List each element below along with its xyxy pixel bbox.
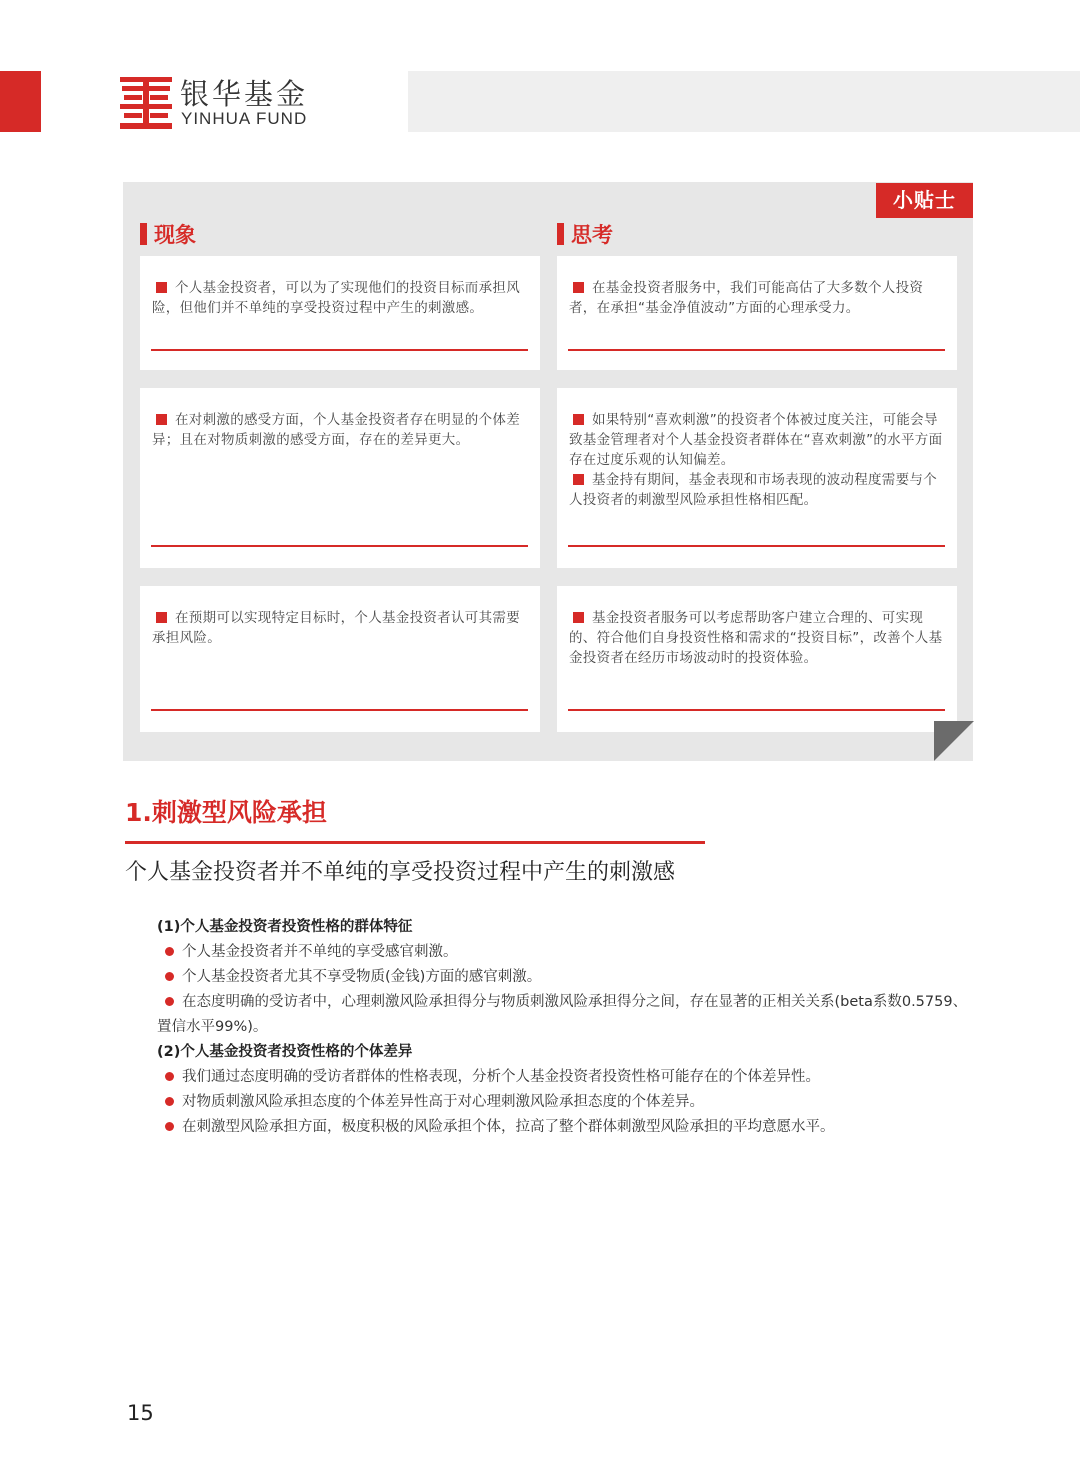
section-body [157, 915, 979, 1140]
square-bullet-icon [573, 474, 584, 485]
square-bullet-icon [573, 612, 584, 623]
reflection-card-2 [557, 388, 957, 568]
card-paragraph: 个人基金投资者，可以为了实现他们的投资目标而承担风险，但他们并不单纯的享受投资过程中产生的刺激感。 [152, 280, 520, 316]
square-bullet-icon [156, 414, 167, 425]
card-paragraph: 基金持有期间，基金表现和市场表现的波动程度需要与个人投资者的刺激型风险承担性格相匹配。 [569, 472, 937, 508]
card-underline [151, 349, 528, 351]
square-bullet-icon [156, 282, 167, 293]
card-underline [568, 545, 945, 547]
heading-bar-icon [557, 223, 564, 245]
group-heading: (2)个人基金投资者投资性格的个体差异 [157, 1044, 413, 1060]
card-underline [568, 709, 945, 711]
card-paragraph: 在对刺激的感受方面，个人基金投资者存在明显的个体差异；且在对物质刺激的感受方面，存在的差异更大。 [152, 412, 520, 448]
reflection-heading [557, 222, 613, 246]
bullet-dot-icon [165, 947, 174, 956]
phenomenon-card-2 [140, 388, 540, 568]
page-number: 15 [127, 1401, 154, 1425]
card-underline [568, 349, 945, 351]
logo-chinese-name: 银华基金 [180, 77, 309, 111]
bullet-dot-icon [165, 1097, 174, 1106]
logo-english-name: YINHUA FUND [181, 109, 308, 128]
square-bullet-icon [573, 282, 584, 293]
card-paragraph: 如果特别“喜欢刺激”的投资者个体被过度关注，可能会导致基金管理者对个人基金投资者群体在“喜欢刺激”的水平方面存在过度乐观的认知偏差。 [569, 412, 943, 468]
card-paragraph: 基金投资者服务可以考虑帮助客户建立合理的、可实现的、符合他们自身投资性格和需求的“投资目标”，改善个人基金投资者在经历市场波动时的投资体验。 [569, 610, 943, 666]
heading-bar-icon [140, 223, 147, 245]
reflection-card-1 [557, 256, 957, 370]
bullet-dot-icon [165, 1122, 174, 1131]
phenomenon-heading-label: 现象 [154, 223, 196, 247]
phenomenon-card-1 [140, 256, 540, 370]
list-item: 在刺激型风险承担方面，极度积极的风险承担个体，拉高了整个群体刺激型风险承担的平均意愿水平。 [157, 1115, 979, 1140]
list-item: 个人基金投资者并不单纯的享受感官刺激。 [157, 940, 979, 965]
card-underline [151, 709, 528, 711]
page-fold-icon [934, 721, 974, 761]
card-text [152, 410, 528, 450]
card-text [569, 278, 945, 318]
brand-logo [120, 77, 340, 129]
group-heading: (1)个人基金投资者投资性格的群体特征 [157, 919, 413, 935]
square-bullet-icon [156, 612, 167, 623]
yinhua-logo-icon [120, 77, 172, 129]
list-item: 我们通过态度明确的受访者群体的性格表现，分析个人基金投资者投资性格可能存在的个体差异性。 [157, 1065, 979, 1090]
bullet-dot-icon [165, 997, 174, 1006]
list-item: 对物质刺激风险承担态度的个体差异性高于对心理刺激风险承担态度的个体差异。 [157, 1090, 979, 1115]
phenomenon-heading [140, 222, 196, 246]
reflection-heading-label: 思考 [571, 223, 613, 247]
header-grey-band [408, 71, 1080, 132]
tips-badge: 小贴士 [876, 183, 973, 218]
list-item: 个人基金投资者尤其不享受物质(金钱)方面的感官刺激。 [157, 965, 979, 990]
card-paragraph: 在预期可以实现特定目标时，个人基金投资者认可其需要承担风险。 [152, 610, 520, 646]
header-red-tab [0, 71, 41, 132]
card-text [569, 410, 945, 510]
card-text [152, 278, 528, 318]
card-text [569, 608, 945, 668]
phenomenon-card-3 [140, 586, 540, 732]
square-bullet-icon [573, 414, 584, 425]
card-text [152, 608, 528, 648]
section-subtitle: 个人基金投资者并不单纯的享受投资过程中产生的刺激感 [125, 860, 676, 885]
reflection-card-3 [557, 586, 957, 732]
bullet-dot-icon [165, 1072, 174, 1081]
section-title-rule [125, 841, 705, 844]
card-paragraph: 在基金投资者服务中，我们可能高估了大多数个人投资者，在承担“基金净值波动”方面的心理承受力。 [569, 280, 924, 316]
card-underline [151, 545, 528, 547]
section-title: 1.刺激型风险承担 [125, 798, 327, 827]
bullet-dot-icon [165, 972, 174, 981]
list-item: 在态度明确的受访者中，心理刺激风险承担得分与物质刺激风险承担得分之间，存在显著的正相关关系(beta系数0.5759、置信水平99%)。 [157, 994, 968, 1035]
